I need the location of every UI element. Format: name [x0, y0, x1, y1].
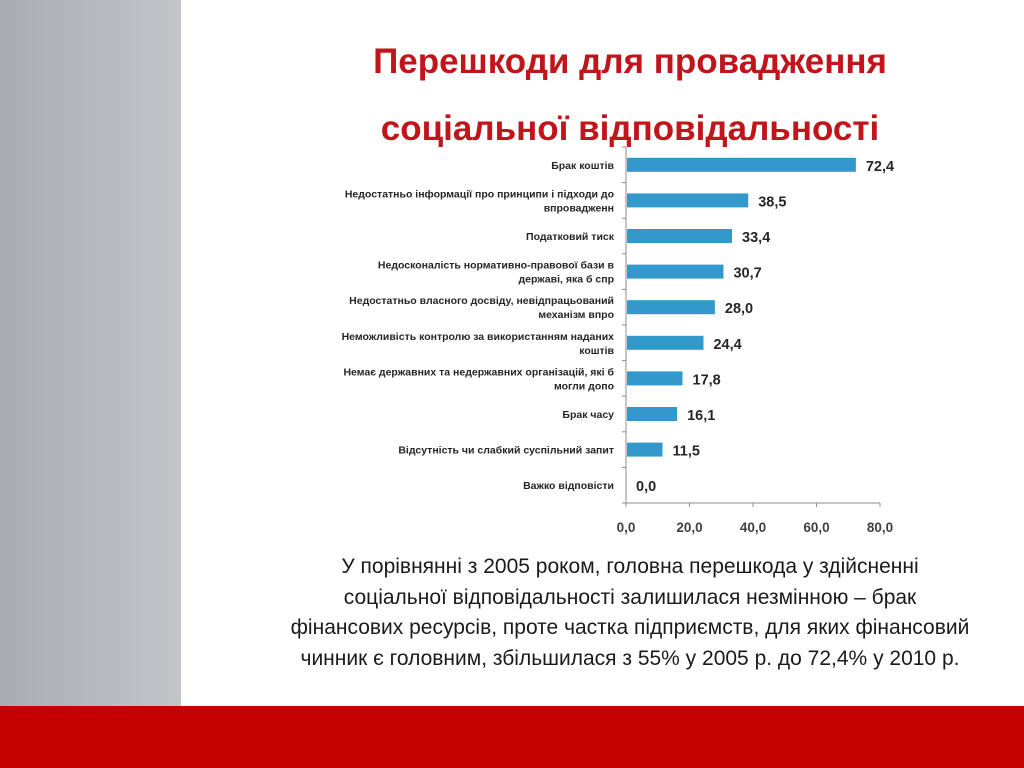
bar-chart [181, 145, 941, 545]
data-label: 33,4 [742, 230, 771, 246]
slide-caption: У порівнянні з 2005 роком, головна перешкода у здійсненні соціальної відповідальності залишилася незмінною – брак фінансових ресурсів, проте частка підприємств, для яких фінансовий чинник є головним, збільшилася з 55% у 2005 р. до 72,4% у 2010 р. [290, 555, 970, 670]
bar [627, 193, 748, 207]
data-label: 72,4 [865, 158, 895, 175]
x-tick-label: 0,0 [616, 520, 636, 535]
bar [627, 336, 703, 350]
bar [627, 300, 715, 314]
slide-title-line-2: соціальної відповідальності [380, 109, 880, 148]
category-label: Недостатньо інформації про принципи і підходи до [344, 188, 614, 201]
data-label: 30,7 [733, 265, 762, 282]
category-label: Недостатньо власного досвіду, невідпрацьований [349, 295, 614, 308]
bar [627, 265, 723, 279]
category-label: Брак коштів [551, 159, 614, 172]
x-tick-label: 60,0 [803, 520, 830, 535]
category-label: Немає державних та недержавних організацій, які б [343, 366, 614, 379]
data-label: 0,0 [636, 479, 657, 496]
bar [627, 443, 663, 457]
bottom-decor-bar [0, 706, 1024, 768]
category-label: механізм впро [538, 309, 614, 322]
bar [627, 407, 677, 421]
category-label: Брак часу [562, 409, 614, 421]
category-label: впровадженн [543, 202, 614, 215]
bar [627, 371, 683, 385]
category-label: могли допо [553, 380, 614, 393]
data-label: 11,5 [672, 443, 700, 460]
x-tick-label: 20,0 [676, 520, 703, 535]
left-decor-bar [0, 0, 181, 706]
data-label: 24,4 [713, 336, 742, 353]
x-tick-label: 80,0 [866, 520, 894, 535]
category-label: державі, яка б спр [518, 273, 614, 286]
slide-title-line-1: Перешкоди для провадження [373, 42, 887, 81]
data-label: 38,5 [758, 194, 787, 211]
category-label: Відсутність чи слабкий суспільний запит [398, 444, 614, 457]
data-label: 16,1 [687, 408, 716, 424]
category-label: Неможливість контролю за використанням наданих [341, 330, 614, 343]
category-label: коштів [579, 344, 614, 357]
category-label: Важко відповісти [523, 480, 614, 493]
data-label: 28,0 [724, 301, 754, 318]
bar [627, 158, 856, 172]
category-label: Недосконаліcть нормативно-правової бази в [377, 259, 614, 272]
bar [627, 229, 732, 243]
data-label: 17,8 [692, 372, 721, 389]
category-label: Податковий тиск [526, 231, 614, 243]
x-tick-label: 40,0 [739, 520, 767, 535]
